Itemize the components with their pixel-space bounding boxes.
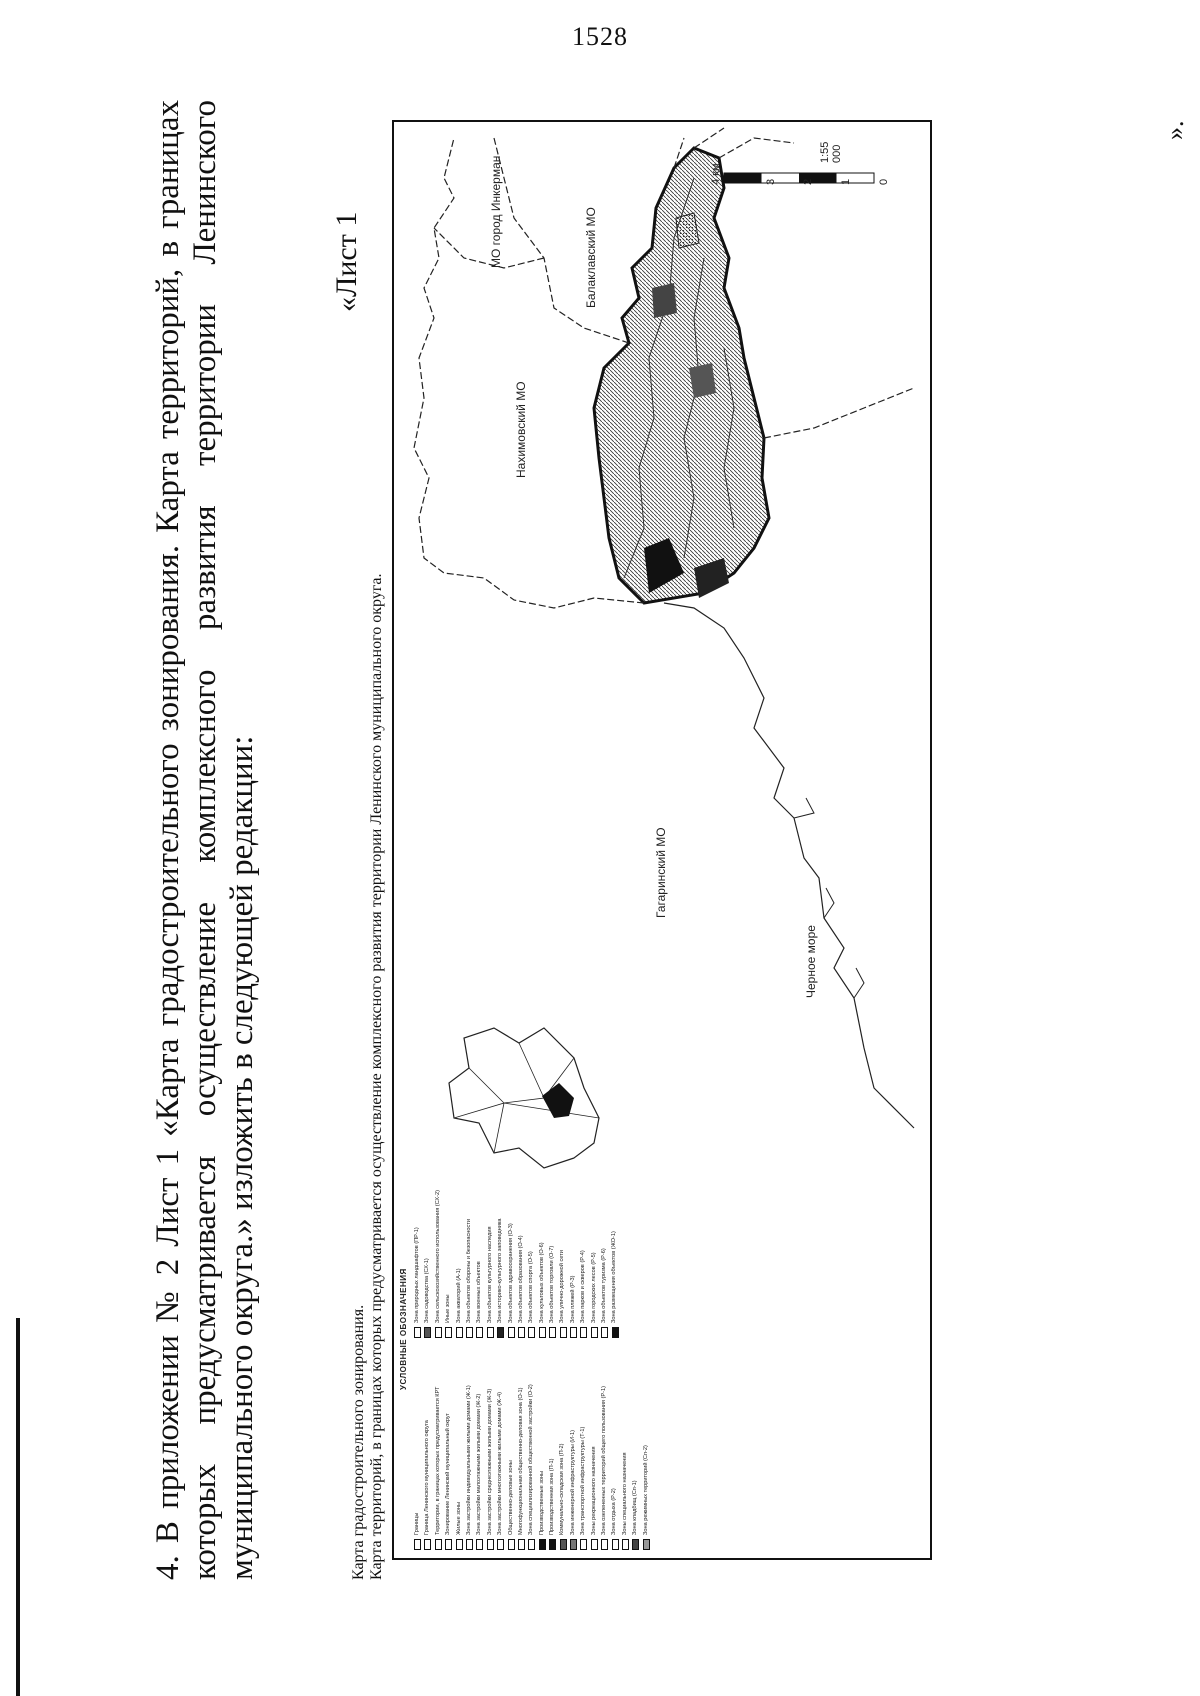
- legend-label: Коммунально-складская зона (П-2): [559, 1443, 566, 1535]
- legend-label: Зона улично-дорожной сети: [559, 1250, 566, 1323]
- legend-item: [497, 1133, 504, 1338]
- legend-swatch: [445, 1327, 452, 1338]
- legend-swatch: [424, 1539, 431, 1550]
- legend-label: Зона кладбищ (Сп-1): [632, 1480, 639, 1535]
- legend-label: Граница Ленинского муниципального округа: [424, 1420, 431, 1535]
- legend-label: Общественно-деловые зоны: [507, 1460, 514, 1535]
- legend-label: Зона городских лесов (Р-5): [590, 1252, 597, 1323]
- legend-swatch: [570, 1539, 577, 1550]
- legend-swatch: [570, 1327, 577, 1338]
- legend-item: [508, 1345, 515, 1550]
- legend-item: [570, 1345, 577, 1550]
- legend-swatch: [632, 1539, 639, 1550]
- legend-label: Зонирование Ленинский муниципальный округ: [445, 1413, 452, 1535]
- legend-swatch: [612, 1327, 619, 1338]
- legend-label: Зона объектов здравоохранения (О-3): [507, 1223, 514, 1323]
- legend-column-a: [414, 1345, 653, 1550]
- label-gagarinsky: Гагаринский МО: [654, 827, 668, 918]
- legend-item: [528, 1345, 535, 1550]
- map-caption-line2: Карта территорий, в границах которых предусматривается осуществление комплексного развития территории Ленинского муниципального округа.: [368, 573, 385, 1580]
- legend-item: [487, 1345, 494, 1550]
- legend-swatch: [435, 1539, 442, 1550]
- legend-swatch: [476, 1327, 483, 1338]
- legend-label: Зона парков и скверов (Р-4): [580, 1250, 587, 1323]
- label-inkerman: МО город Инкерман: [489, 155, 503, 268]
- legend-swatch: [456, 1539, 463, 1550]
- legend-swatch: [560, 1327, 567, 1338]
- legend-swatch: [549, 1539, 556, 1550]
- legend-label: Зона застройки малоэтажными жилыми домами (Ж-2): [476, 1393, 483, 1535]
- legend-label: Зона транспортной инфраструктуры (Т-1): [580, 1426, 587, 1535]
- legend-label: Зона природных ландшафтов (ПР-1): [414, 1227, 420, 1323]
- legend-label: Зона объектов образования (О-4): [517, 1235, 524, 1323]
- label-balaklavsky: Балаклавский МО: [584, 207, 598, 308]
- legend-item: [591, 1345, 598, 1550]
- scale-tick-2: 2: [802, 178, 814, 185]
- legend-label: Зоны специального назначения: [621, 1452, 628, 1535]
- legend-swatch: [601, 1539, 608, 1550]
- legend-swatch: [508, 1327, 515, 1338]
- rotated-page-content: [150, 100, 1189, 1580]
- legend-swatch: [591, 1539, 598, 1550]
- legend-item: [424, 1133, 431, 1338]
- legend-title: УСЛОВНЫЕ ОБОЗНАЧЕНИЯ: [399, 1268, 408, 1390]
- legend-swatch: [539, 1539, 546, 1550]
- legend-item: [497, 1345, 504, 1550]
- legend-item: [435, 1133, 442, 1338]
- legend-item: [476, 1133, 483, 1338]
- legend-swatch: [456, 1327, 463, 1338]
- amendment-paragraph: 4. В приложении № 2 Лист 1 «Карта градостроительного зонирования. Карта территорий, в границах которых предусматривается осуществление комплексного развития территории Ленинского муниципального округа.» изложить в следующей редакции:: [150, 100, 260, 1580]
- legend-swatch: [560, 1539, 567, 1550]
- label-nakhimovsky: Нахимовский МО: [514, 381, 528, 478]
- legend-label: Зона объектов торговли (О-7): [549, 1245, 556, 1323]
- legend-swatch: [497, 1539, 504, 1550]
- legend-item: [559, 1345, 566, 1550]
- legend-item: [435, 1345, 442, 1550]
- legend-item: [549, 1345, 556, 1550]
- page-number: 1528: [572, 22, 628, 51]
- legend-item: [518, 1133, 525, 1338]
- legend-label: Зона военных объектов: [476, 1261, 483, 1323]
- legend-label: Зоны рекреационного назначения: [590, 1446, 597, 1535]
- legend-item: [632, 1345, 639, 1550]
- legend-item: [445, 1133, 452, 1338]
- legend-label: Производственные зоны: [538, 1470, 545, 1535]
- legend-item: [601, 1345, 608, 1550]
- legend-label: Зона режимных территорий (Сп-2): [642, 1445, 649, 1535]
- legend-swatch: [466, 1327, 473, 1338]
- legend-label: Зона объектов спорта (О-5): [528, 1251, 535, 1323]
- legend-item: [611, 1345, 618, 1550]
- legend-swatch: [528, 1327, 535, 1338]
- legend-item: [611, 1133, 618, 1338]
- scale-tick-4: 4 км: [710, 163, 722, 185]
- legend-label: Зона сельскохозяйственного использования (СХ-2): [434, 1190, 441, 1323]
- legend-swatch: [528, 1539, 535, 1550]
- legend-swatch: [445, 1539, 452, 1550]
- legend-swatch: [601, 1327, 608, 1338]
- legend-item: [508, 1133, 515, 1338]
- legend-item: [570, 1133, 577, 1338]
- scale-tick-3: 3: [765, 178, 777, 185]
- legend-label: Зона объектов культурного наследия: [486, 1226, 493, 1323]
- map-caption: [350, 120, 386, 1580]
- legend-swatch: [476, 1539, 483, 1550]
- legend-swatch: [414, 1327, 421, 1338]
- legend-swatch: [580, 1327, 587, 1338]
- legend-item: [456, 1345, 463, 1550]
- legend-label: Зона акваторий (А-1): [455, 1268, 462, 1323]
- legend-swatch: [424, 1327, 431, 1338]
- legend-swatch: [466, 1539, 473, 1550]
- legend-label: Производственная зона (П-1): [549, 1458, 556, 1535]
- legend-label: Зона культовых объектов (О-6): [538, 1242, 545, 1323]
- legend-swatch: [414, 1539, 421, 1550]
- legend-item: [528, 1133, 535, 1338]
- legend-label: Зона застройки среднеэтажными жилыми домами (Ж-3): [486, 1388, 493, 1535]
- legend-label: Иные зоны: [445, 1294, 452, 1323]
- legend-swatch: [539, 1327, 546, 1338]
- legend-swatch: [487, 1327, 494, 1338]
- legend-item: [539, 1133, 546, 1338]
- legend-item: [643, 1345, 650, 1550]
- legend-swatch: [591, 1327, 598, 1338]
- legend-swatch: [508, 1539, 515, 1550]
- legend-item: [539, 1345, 546, 1550]
- map-caption-line1: Карта градостроительного зонирования.: [350, 1304, 367, 1580]
- legend-item: [414, 1133, 421, 1338]
- legend-label: Зона объектов обороны и безопасности: [465, 1219, 472, 1323]
- scale-tick-0: 0: [878, 178, 890, 185]
- legend-item: [424, 1345, 431, 1550]
- map-legend: [400, 1130, 924, 1550]
- legend-swatch: [580, 1539, 587, 1550]
- legend-label: Зона специализированной общественной застройки (О-2): [528, 1384, 535, 1535]
- legend-label: Зона озелененных территорий общего пользования (Р-1): [601, 1386, 608, 1535]
- legend-swatch: [497, 1327, 504, 1338]
- legend-swatch: [518, 1327, 525, 1338]
- legend-swatch: [435, 1327, 442, 1338]
- legend-item: [580, 1133, 587, 1338]
- closing-mark: ».: [1160, 120, 1189, 140]
- legend-label: Зона инженерной инфраструктуры (И-1): [569, 1429, 576, 1535]
- legend-swatch: [518, 1539, 525, 1550]
- legend-label: Зона историко-культурного заповедника: [497, 1218, 504, 1323]
- legend-swatch: [612, 1539, 619, 1550]
- legend-swatch: [622, 1539, 629, 1550]
- legend-item: [414, 1345, 421, 1550]
- zoning-map: [392, 120, 932, 1560]
- legend-item: [466, 1345, 473, 1550]
- legend-label: Зона размещения объектов (ЖО-1): [611, 1231, 618, 1323]
- legend-item: [456, 1133, 463, 1338]
- legend-column-b: [414, 1133, 622, 1338]
- legend-label: Территории, в границах которых предусматривается КРТ: [434, 1386, 441, 1535]
- legend-label: Многофункциональная общественно-деловая зона (О-1): [517, 1387, 524, 1535]
- legend-swatch: [549, 1327, 556, 1338]
- legend-swatch: [643, 1539, 650, 1550]
- legend-label: Зона садоводства (СХ-1): [424, 1258, 431, 1323]
- legend-item: [487, 1133, 494, 1338]
- legend-label: Зона отдыха (Р-2): [611, 1488, 618, 1535]
- margin-rule: [16, 1318, 20, 1696]
- scale-ratio: 1:55 000: [819, 141, 843, 163]
- legend-item: [476, 1345, 483, 1550]
- legend-item: [591, 1133, 598, 1338]
- legend-item: [559, 1133, 566, 1338]
- legend-swatch: [487, 1539, 494, 1550]
- label-black-sea: Черное море: [804, 925, 818, 998]
- legend-label: Жилые зоны: [455, 1502, 462, 1535]
- legend-item: [445, 1345, 452, 1550]
- legend-label: Зона объектов туризма (Р-6): [601, 1248, 608, 1323]
- sheet-label: «Лист 1: [330, 211, 363, 312]
- scale-tick-1: 1: [840, 178, 852, 185]
- legend-item: [580, 1345, 587, 1550]
- legend-item: [466, 1133, 473, 1338]
- legend-label: Границы: [414, 1512, 420, 1535]
- legend-item: [518, 1345, 525, 1550]
- legend-label: Зона застройки многоэтажными жилыми домами (Ж-4): [497, 1392, 504, 1535]
- legend-item: [622, 1345, 629, 1550]
- legend-label: Зона застройки индивидуальными жилыми домами (Ж-1): [465, 1385, 472, 1535]
- legend-item: [549, 1133, 556, 1338]
- legend-label: Зона пляжей (Р-3): [569, 1275, 576, 1323]
- legend-item: [601, 1133, 608, 1338]
